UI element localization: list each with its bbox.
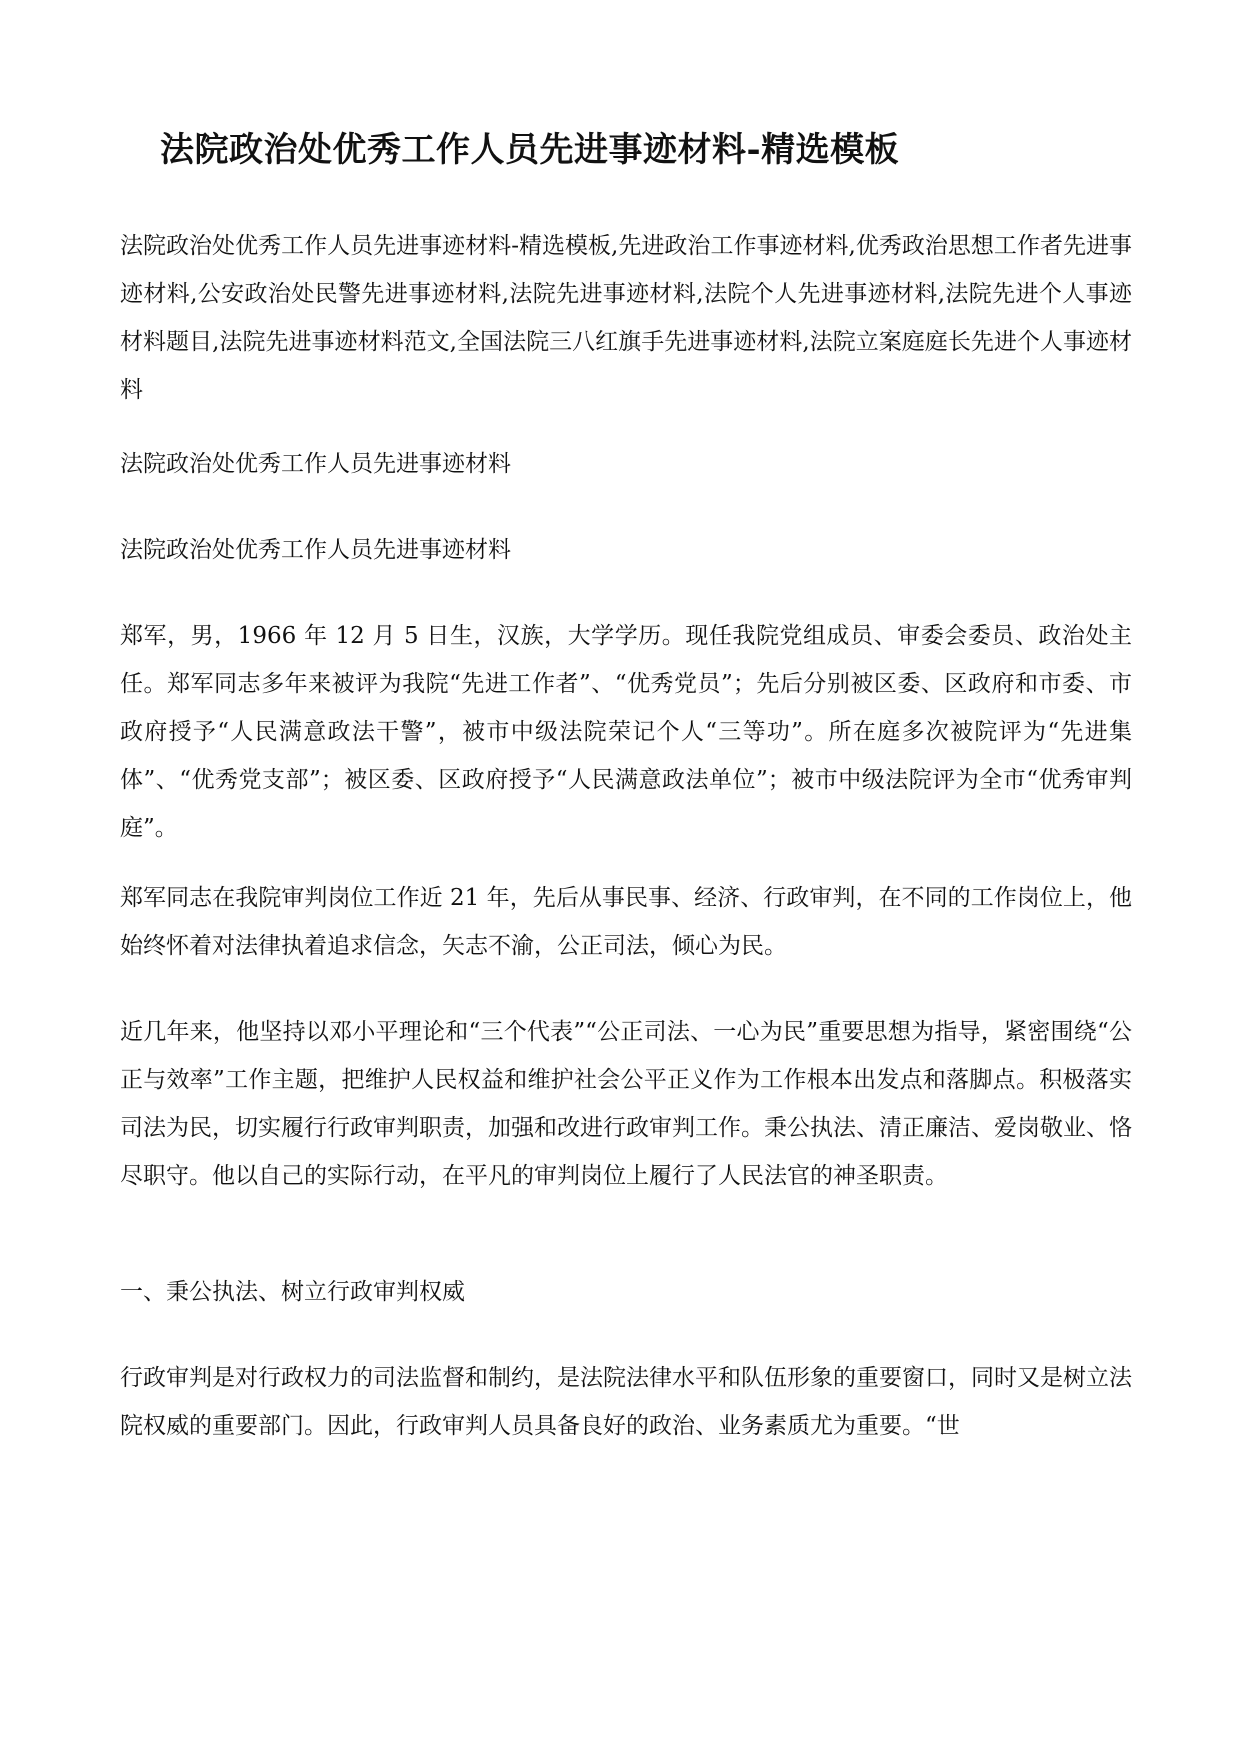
subtitle-line-1: 法院政治处优秀工作人员先进事迹材料	[120, 451, 511, 477]
body-paragraph-career: 郑军同志在我院审判岗位工作近 21 年，先后从事民事、经济、行政审判，在不同的工作岗位上，他始终怀着对法律执着追求信念，矢志不渝，公正司法，倾心为民。	[120, 885, 1132, 959]
subtitle-line-2: 法院政治处优秀工作人员先进事迹材料	[120, 537, 511, 563]
keywords-paragraph: 法院政治处优秀工作人员先进事迹材料-精选模板,先进政治工作事迹材料,优秀政治思想工作者先进事迹材料,公安政治处民警先进事迹材料,法院先进事迹材料,法院个人先进事迹材料,法院先进个人事迹材料题目,法院先进事迹材料范文,全国法院三八红旗手先进事迹材料,法院立案庭庭长先进个人事迹材料	[120, 233, 1132, 403]
body-paragraph-admin-trial: 行政审判是对行政权力的司法监督和制约，是法院法律水平和队伍形象的重要窗口，同时又是树立法院权威的重要部门。因此，行政审判人员具备良好的政治、业务素质尤为重要。“世	[120, 1365, 1132, 1439]
section-heading-1: 一、秉公执法、树立行政审判权威	[120, 1279, 465, 1305]
document-title: 法院政治处优秀工作人员先进事迹材料-精选模板	[160, 130, 900, 170]
body-paragraph-principles: 近几年来，他坚持以邓小平理论和“三个代表”“公正司法、一心为民”重要思想为指导，紧密围绕“公正与效率”工作主题，把维护人民权益和维护社会公平正义作为工作根本出发点和落脚点。积极落实司法为民，切实履行行政审判职责，加强和改进行政审判工作。秉公执法、清正廉洁、爱岗敬业、恪尽职守。他以自己的实际行动，在平凡的审判岗位上履行了人民法官的神圣职责。	[120, 1019, 1132, 1189]
body-paragraph-profile: 郑军，男，1966 年 12 月 5 日生，汉族，大学学历。现任我院党组成员、审委会委员、政治处主任。郑军同志多年来被评为我院“先进工作者”、“优秀党员”；先后分别被区委、区政府和市委、市政府授予“人民满意政法干警”，被市中级法院荣记个人“三等功”。所在庭多次被院评为“先进集体”、“优秀党支部”；被区委、区政府授予“人民满意政法单位”；被市中级法院评为全市“优秀审判庭”。	[120, 623, 1132, 841]
